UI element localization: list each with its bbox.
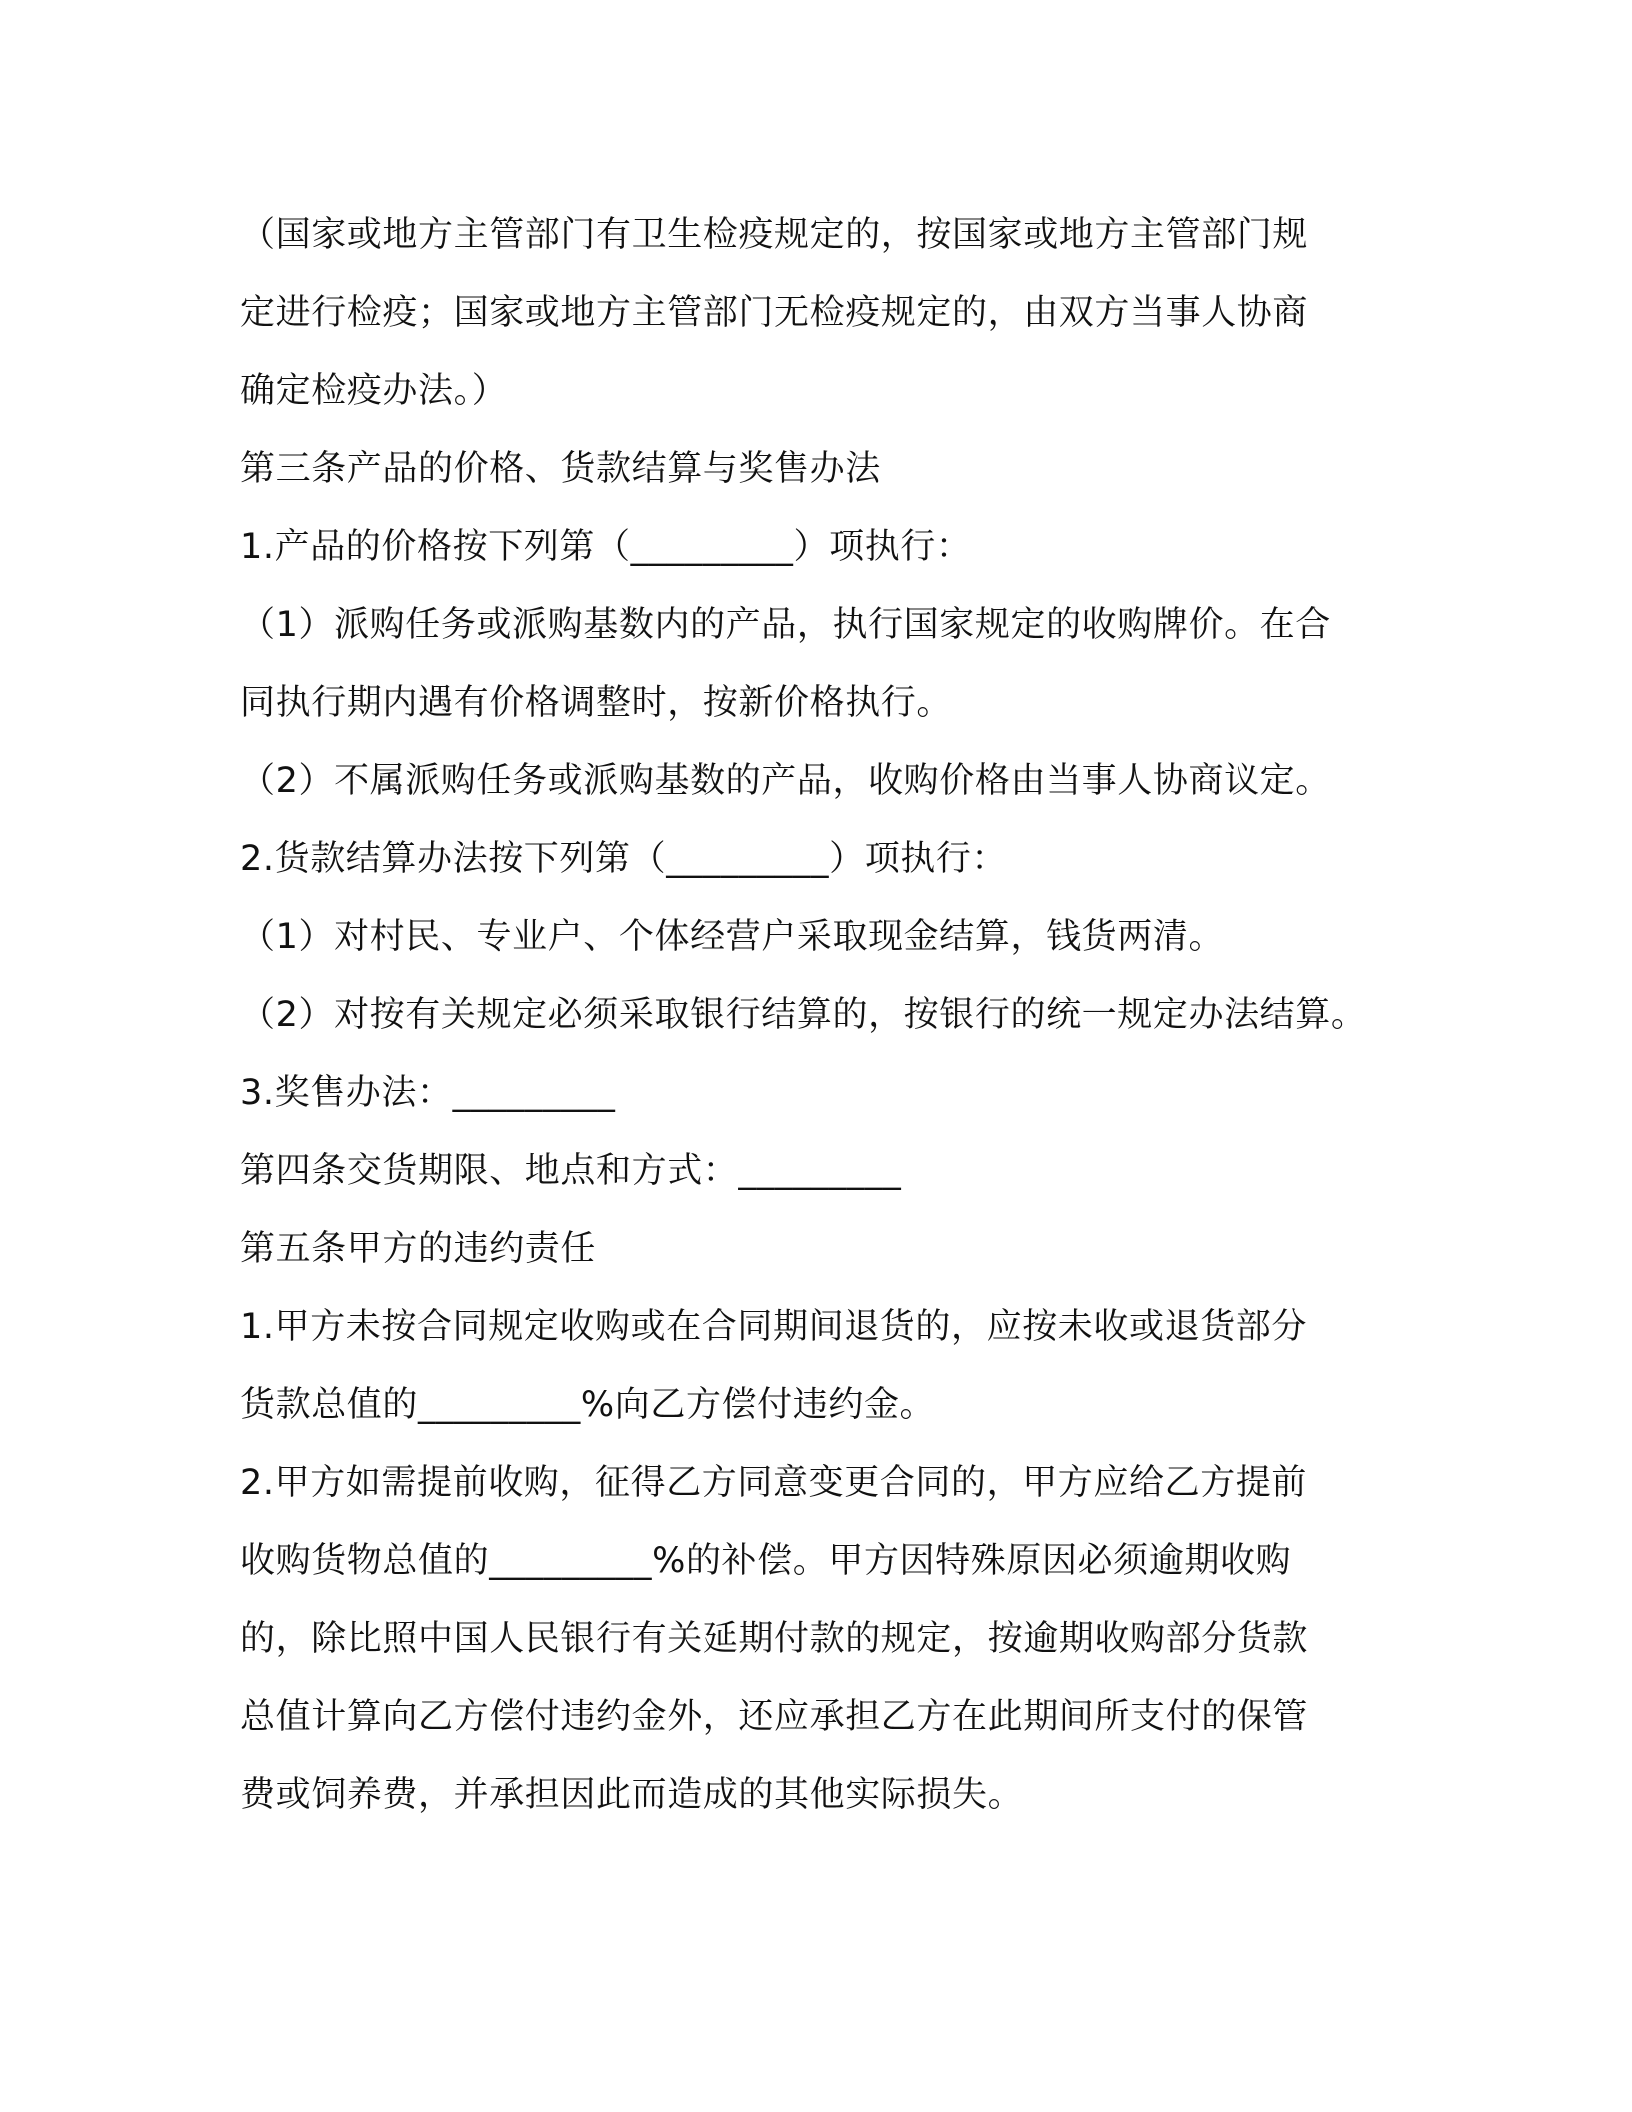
text-line: 总值计算向乙方偿付违约金外，还应承担乙方在此期间所支付的保管 xyxy=(240,1697,1309,1737)
text-line: 确定检疫办法。） xyxy=(240,371,508,411)
text-line: 1.甲方未按合同规定收购或在合同期间退货的，应按未收或退货部分 xyxy=(240,1307,1307,1347)
section-heading: 第三条产品的价格、货款结算与奖售办法 xyxy=(240,449,881,489)
text-line: 2.甲方如需提前收购，征得乙方同意变更合同的，甲方应给乙方提前 xyxy=(240,1463,1307,1503)
text-line: （2）不属派购任务或派购基数的产品，收购价格由当事人协商议定。 xyxy=(240,761,1331,801)
section-heading: 第四条交货期限、地点和方式：_________ xyxy=(240,1151,902,1191)
text-line: 收购货物总值的_________%的补偿。甲方因特殊原因必须逾期收购 xyxy=(240,1541,1292,1581)
text-line: 费或饲养费，并承担因此而造成的其他实际损失。 xyxy=(240,1775,1024,1815)
text-line: 同执行期内遇有价格调整时，按新价格执行。 xyxy=(240,683,953,723)
text-line: （1）派购任务或派购基数内的产品，执行国家规定的收购牌价。在合 xyxy=(240,605,1331,645)
text-line: 定进行检疫；国家或地方主管部门无检疫规定的，由双方当事人协商 xyxy=(240,293,1309,333)
text-line: （1）对村民、专业户、个体经营户采取现金结算，钱货两清。 xyxy=(240,917,1225,957)
text-line: （国家或地方主管部门有卫生检疫规定的，按国家或地方主管部门规 xyxy=(240,215,1309,255)
text-line: 3.奖售办法：_________ xyxy=(240,1073,616,1113)
document-body xyxy=(240,196,1420,1834)
text-line: 货款总值的_________%向乙方偿付违约金。 xyxy=(240,1385,936,1425)
text-line: （2）对按有关规定必须采取银行结算的，按银行的统一规定办法结算。 xyxy=(240,995,1367,1035)
text-line: 的，除比照中国人民银行有关延期付款的规定，按逾期收购部分货款 xyxy=(240,1619,1309,1659)
text-line: 1.产品的价格按下列第（_________）项执行： xyxy=(240,527,972,567)
text-line: 2.货款结算办法按下列第（_________）项执行： xyxy=(240,839,1008,879)
section-heading: 第五条甲方的违约责任 xyxy=(240,1229,597,1269)
